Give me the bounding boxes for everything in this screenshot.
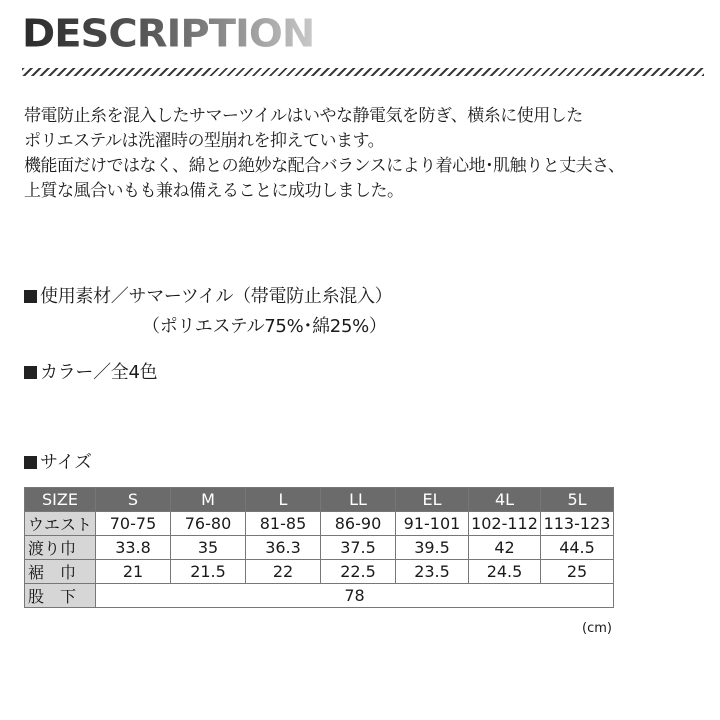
table-row: [25, 560, 614, 584]
table-cell: 21.5: [171, 560, 246, 584]
section-heading: DESCRIPTION: [22, 12, 315, 56]
description-line: ポリエステルは洗濯時の型崩れを抑えています。: [24, 131, 385, 151]
size-table: [24, 487, 614, 608]
striped-divider: [22, 68, 704, 76]
table-cell: 81-85: [246, 512, 321, 536]
size-column-header: SIZE: [25, 488, 96, 512]
table-cell: 91-101: [396, 512, 469, 536]
size-column-header: LL: [321, 488, 396, 512]
size-label: サイズ: [40, 452, 92, 473]
row-header: 裾 巾: [25, 560, 96, 584]
table-cell: 33.8: [96, 536, 171, 560]
size-column-header: 4L: [469, 488, 541, 512]
table-cell: 42: [469, 536, 541, 560]
table-cell: 37.5: [321, 536, 396, 560]
table-cell: 21: [96, 560, 171, 584]
size-column-header: M: [171, 488, 246, 512]
material-composition: （ポリエステル75%･綿25%）: [142, 316, 387, 337]
size-header-row: [25, 488, 614, 512]
color-spec: [24, 360, 157, 386]
row-header: 渡り巾: [25, 536, 96, 560]
table-cell: 78: [96, 584, 614, 608]
material-label: 使用素材／サマーツイル（帯電防止糸混入）: [40, 286, 393, 307]
table-cell: 76-80: [171, 512, 246, 536]
table-cell: 36.3: [246, 536, 321, 560]
table-cell: 44.5: [541, 536, 614, 560]
row-header: ウエスト: [25, 512, 96, 536]
table-cell: 70-75: [96, 512, 171, 536]
size-column-header: EL: [396, 488, 469, 512]
material-spec: [24, 284, 392, 310]
size-column-header: 5L: [541, 488, 614, 512]
table-cell: 102-112: [469, 512, 541, 536]
bullet-square-icon: [24, 456, 37, 469]
table-cell: 23.5: [396, 560, 469, 584]
table-cell: 39.5: [396, 536, 469, 560]
table-row: [25, 584, 614, 608]
table-cell: 22.5: [321, 560, 396, 584]
size-column-header: L: [246, 488, 321, 512]
size-column-header: S: [96, 488, 171, 512]
bullet-square-icon: [24, 290, 37, 303]
color-label: カラー／全4色: [40, 362, 158, 383]
table-cell: 86-90: [321, 512, 396, 536]
table-cell: 24.5: [469, 560, 541, 584]
description-line: 機能面だけではなく、綿との絶妙な配合バランスにより着心地･肌触りと丈夫さ、: [24, 156, 625, 176]
unit-label: (cm): [582, 621, 612, 636]
table-cell: 35: [171, 536, 246, 560]
table-row: [25, 536, 614, 560]
table-row: [25, 512, 614, 536]
bullet-square-icon: [24, 366, 37, 379]
size-spec: [24, 450, 92, 476]
table-cell: 22: [246, 560, 321, 584]
description-line: 上質な風合いもも兼ね備えることに成功しました。: [24, 181, 404, 201]
row-header: 股 下: [25, 584, 96, 608]
product-description: [24, 104, 704, 204]
table-cell: 113-123: [541, 512, 614, 536]
description-line: 帯電防止糸を混入したサマーツイルはいやな静電気を防ぎ、横糸に使用した: [24, 106, 583, 126]
table-cell: 25: [541, 560, 614, 584]
